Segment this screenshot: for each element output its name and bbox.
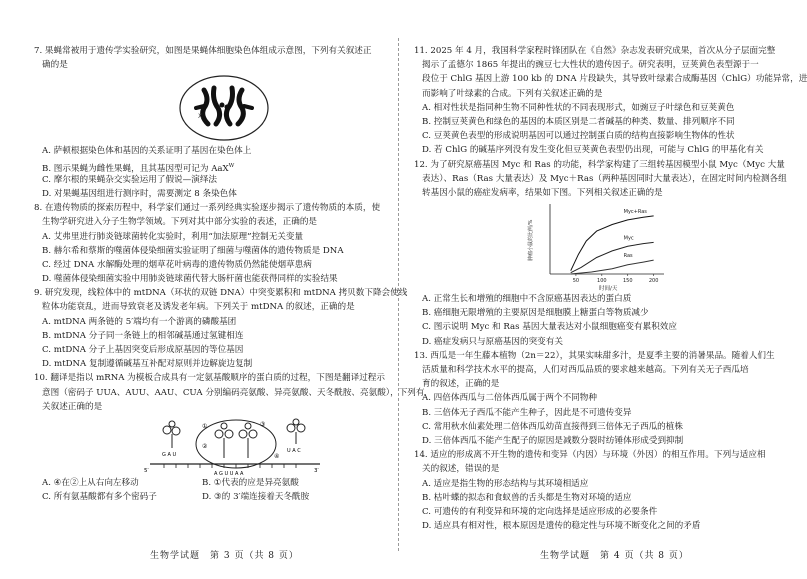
q7-option-b-text: B. 图示果蝇为雌性果蝇，且其基因型可记为 AaX bbox=[42, 163, 229, 174]
chromosome-figure bbox=[34, 72, 386, 144]
question-9 bbox=[34, 286, 408, 371]
q8-option-c[interactable]: C. 经过 DNA 水解酶处理的烟草花叶病毒的遗传物质仍然能使烟草患病 bbox=[42, 259, 312, 270]
q11-option-c[interactable]: C. 豆荚黄色表型的形成说明基因可以通过控制蛋白质的结构直接影响生物体的性状 bbox=[422, 131, 735, 142]
q11-option-d[interactable]: D. 若 ChlG 的碱基序列没有发生变化但豆荚黄色表型仍出现，可能与 ChlG 的甲基化有关 bbox=[422, 145, 764, 156]
q11-stem-line-4: 而影响了叶绿素的合成。下列有关叙述正确的是 bbox=[422, 88, 603, 99]
chart-svg bbox=[524, 200, 674, 292]
chart-series-label: Myc bbox=[623, 235, 634, 242]
chart-x-tick-label: 200 bbox=[648, 278, 659, 285]
q7-option-d[interactable]: D. 对果蝇基因组进行测序时，需要测定 8 条染色体 bbox=[42, 188, 237, 199]
question-14 bbox=[414, 448, 786, 533]
q13-stem-line-1: 13. 西瓜是一年生藤本植物（2n＝22），其果实味甜多汁，是夏季主要的消暑果品。随着人们生 bbox=[414, 350, 775, 361]
q7-option-c[interactable]: C. 摩尔根的果蝇杂交实验运用了假说—演绎法 bbox=[42, 174, 218, 185]
chart-x-tick-label: 50 bbox=[572, 278, 580, 285]
translation-diagram bbox=[144, 414, 324, 476]
q14-stem-line-1: 14. 适应的形成离不开生物的遗传和变异（内因）与环境（外因）的相互作用。下列与适应相 bbox=[414, 450, 766, 461]
q7-stem-line-1: 7. 果蝇常被用于遗传学实验研究，如图是果蝇体细胞染色体组成示意图，下列有关叙述正 bbox=[34, 46, 372, 56]
q14-option-d[interactable]: D. 适应具有相对性，根本原因是遗传的稳定性与环境不断变化之间的矛盾 bbox=[422, 521, 701, 532]
page-4 bbox=[400, 0, 807, 579]
chromosome-diagram bbox=[174, 72, 274, 144]
q7-option-a[interactable]: A. 萨顿根据染色体和基因的关系证明了基因在染色体上 bbox=[42, 146, 252, 157]
label-3: ③ bbox=[260, 420, 266, 428]
q12-option-c[interactable]: C. 图示说明 Myc 和 Ras 基因大量表达对小鼠细胞癌变有累积效应 bbox=[422, 322, 677, 333]
mrna-3-prime: 3′ bbox=[314, 467, 319, 474]
chart-x-label: 时间/天 bbox=[599, 286, 618, 293]
q10-stem-line-1: 10. 翻译是指以 mRNA 为模板合成具有一定氨基酸顺序的蛋白质的过程，下图是翻译过程示 bbox=[34, 373, 385, 384]
q12-stem-line-2: 表达）、Ras（Ras 大量表达）及 Myc＋Ras（两种基因同时大量表达），在固定时间内检测各组 bbox=[422, 173, 787, 184]
q8-option-d[interactable]: D. 噬菌体侵染细菌实验中用肺炎链球菌代替大肠杆菌也能获得同样的实验结果 bbox=[42, 274, 338, 285]
q10-stem-line-2: 意图（密码子 UUA、AUU、AAU、CUA 分别编码亮氨酸、异亮氨酸、天冬酰胺、亮氨酸），下列有 bbox=[42, 387, 425, 398]
chart-series-line bbox=[571, 260, 654, 274]
q9-option-b[interactable]: B. mtDNA 分子同一条链上的相邻碱基通过氢键相连 bbox=[42, 330, 244, 341]
q7-option-b[interactable] bbox=[34, 159, 386, 173]
q12-option-a[interactable]: A. 正常生长和增殖的细胞中不含原癌基因表达的蛋白质 bbox=[422, 294, 632, 305]
page-3-footer: 生物学试题 第 3 页（共 8 页） bbox=[150, 551, 299, 561]
q13-option-b[interactable]: B. 三倍体无子西瓜不能产生种子，因此是不可遗传变异 bbox=[422, 407, 632, 418]
q9-stem-line-1: 9. 研究发现，线粒体中的 mtDNA（环状的双链 DNA）中突变累积和 mtDNA 拷贝数下降会使线 bbox=[34, 288, 408, 299]
anticodon-left: G A U bbox=[162, 451, 177, 458]
mrna-5-prime: 5′ bbox=[144, 467, 149, 474]
q13-option-c[interactable]: C. 常用秋水仙素处理二倍体西瓜幼苗直接得到三倍体无子西瓜的植株 bbox=[422, 421, 683, 432]
q10-option-a[interactable]: A. ④在②上从右向左移动 bbox=[42, 477, 139, 488]
label-4: ④ bbox=[274, 452, 280, 460]
left-column bbox=[34, 44, 425, 504]
chromosome-x-label: X bbox=[198, 113, 203, 121]
right-column bbox=[414, 44, 807, 533]
q10-options-row-1 bbox=[34, 476, 386, 490]
chart-series-label: Ras bbox=[623, 253, 633, 260]
q9-option-a[interactable]: A. mtDNA 两条链的 5′端均有一个游离的磷酸基团 bbox=[42, 316, 237, 327]
q8-stem-line-1: 8. 在遗传物质的探索历程中，科学家们通过一系列经典实验逐步揭示了遗传物质的本质，使 bbox=[34, 203, 381, 214]
q11-stem-line-3: 段位于 ChlG 基因上游 100 kb 的 DNA 片段缺失，其导致叶绿素合成酶基因（ChlG）功能异常，进 bbox=[422, 74, 807, 85]
q7-stem-line-2: 确的是 bbox=[42, 60, 68, 71]
q11-stem-line-2: 揭示了孟德尔 1865 年提出的豌豆七大性状的遗传因子。研究表明，豆荚黄色表型源于一 bbox=[422, 60, 759, 71]
q9-option-c[interactable]: C. mtDNA 分子上基因突变后形成原基因的等位基因 bbox=[42, 345, 244, 355]
q10-stem-line-3: 关叙述正确的是 bbox=[42, 401, 103, 412]
question-13 bbox=[414, 349, 786, 448]
q11-stem-line-1: 11. 2025 年 4 月，我国科学家程时锋团队在《自然》杂志发表研究成果，首次从分子层面完整 bbox=[414, 46, 776, 56]
q8-option-a[interactable]: A. 艾弗里进行肺炎链球菌转化实验时，利用“加法原理”控制无关变量 bbox=[42, 231, 304, 242]
q12-option-d[interactable]: D. 癌症发病只与原癌基因的突变有关 bbox=[422, 336, 563, 347]
q14-stem-line-2: 关的叙述，错误的是 bbox=[422, 464, 500, 475]
q10-option-b[interactable]: B. ①代表的应是异亮氨酸 bbox=[202, 477, 299, 488]
chart-x-tick-label: 150 bbox=[622, 278, 633, 285]
q14-option-a[interactable]: A. 适应是指生物的形态结构与其环境相适应 bbox=[422, 478, 589, 489]
q13-stem-line-2: 活质量和科学技术水平的提高，人们对西瓜品质的要求越来越高。下列有关无子西瓜培 bbox=[422, 365, 749, 375]
translation-figure bbox=[34, 414, 386, 476]
cancer-incidence-chart bbox=[414, 200, 786, 292]
q9-stem-line-2: 粒体功能衰乱，进而导致衰老及诱发老年病。下列关于 mtDNA 的叙述，正确的是 bbox=[42, 302, 355, 313]
chart-y-label: 肿瘤小鼠的比例/% bbox=[528, 219, 534, 262]
anticodon-right: U A C bbox=[287, 447, 301, 454]
q11-option-b[interactable]: B. 控制豆荚黄色和绿色的基因的本质区别是二者碱基的种类、数量、排列顺序不同 bbox=[422, 116, 735, 127]
question-11 bbox=[414, 44, 807, 158]
q10-option-d[interactable]: D. ③的 3′端连接着天冬酰胺 bbox=[202, 492, 310, 503]
mrna-bases: A G U U A A bbox=[214, 470, 244, 477]
q13-stem-line-3: 育的叙述，正确的是 bbox=[422, 379, 500, 390]
page-divider bbox=[398, 38, 399, 551]
q8-stem-line-2: 生物学研究进入分子生物学领域。下列对其中部分实验的表述，正确的是 bbox=[42, 217, 318, 228]
question-10 bbox=[34, 371, 425, 504]
chart-x-tick-label: 100 bbox=[597, 278, 607, 285]
label-1: ① bbox=[202, 422, 208, 430]
q12-stem-line-3: 转基因小鼠的癌症发病率，结果如下图。下列相关叙述正确的是 bbox=[422, 187, 663, 198]
label-2: ② bbox=[202, 442, 208, 450]
q13-option-d[interactable]: D. 三倍体西瓜不能产生配子的原因是减数分裂时纺锤体形成受到抑制 bbox=[422, 435, 684, 446]
question-12 bbox=[414, 158, 786, 349]
q12-stem-line-1: 12. 为了研究原癌基因 Myc 和 Ras 的功能，科学家构建了三组转基因模型小鼠 Myc（Myc 大量 bbox=[414, 159, 785, 170]
question-7 bbox=[34, 44, 386, 201]
q8-option-b[interactable]: B. 赫尔希和蔡斯的噬菌体侵染细菌实验证明了细菌与噬菌体的遗传物质是 DNA bbox=[42, 245, 344, 256]
q12-option-b[interactable]: B. 癌细胞无限增殖的主要原因是细胞膜上糖蛋白等物质减少 bbox=[422, 308, 649, 319]
page-4-footer: 生物学试题 第 4 页（共 8 页） bbox=[540, 551, 689, 561]
q11-option-a[interactable]: A. 相对性状是指同种生物不同种性状的不同表现形式，如豌豆子叶绿色和豆荚黄色 bbox=[422, 102, 735, 113]
q10-options-row-2 bbox=[34, 490, 386, 504]
q14-option-c[interactable]: C. 可遗传的有利变异和环境的定向选择是适应形成的必要条件 bbox=[422, 506, 658, 517]
question-8 bbox=[34, 201, 386, 286]
q10-option-c[interactable]: C. 所有氨基酸都有多个密码子 bbox=[42, 492, 157, 503]
q14-option-b[interactable]: B. 枯叶蝶的拟态和食蚁兽的舌头都是生物对环境的适应 bbox=[422, 492, 632, 503]
q13-option-a[interactable]: A. 四倍体西瓜与二倍体西瓜属于两个不同物种 bbox=[422, 393, 597, 404]
q7-option-b-superscript: W bbox=[228, 162, 235, 169]
chart-series-label: Myc+Ras bbox=[623, 208, 647, 215]
q9-option-d[interactable]: D. mtDNA 复制遵循碱基互补配对原则并边解旋边复制 bbox=[42, 359, 253, 370]
